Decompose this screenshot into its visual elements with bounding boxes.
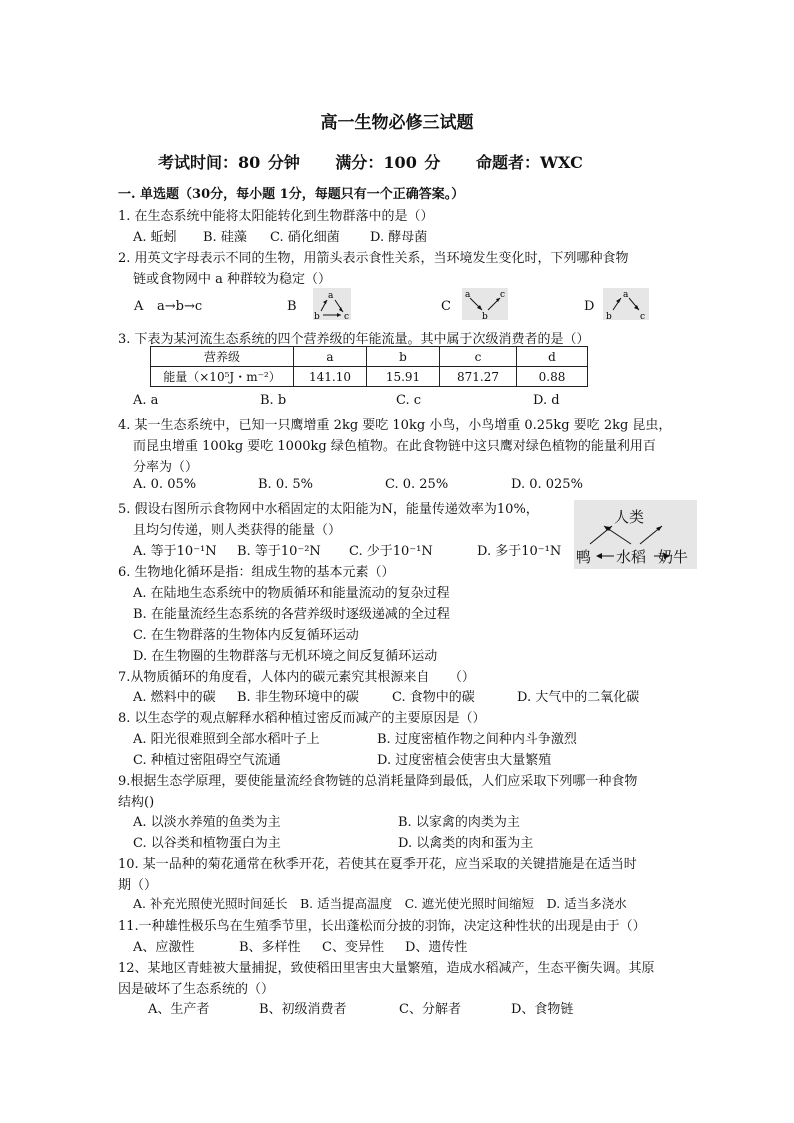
food-web-cow: 奶牛 (658, 548, 689, 566)
q2-b-svg (313, 288, 351, 320)
q4-option-c: C. 0. 25% (385, 477, 449, 492)
table-row-label: 能量（×10⁵J・m⁻²） (151, 367, 294, 387)
q8-option-b: B. 过度密植作物之间种内斗争激烈 (377, 732, 577, 747)
q10-stem-line2: 期（） (118, 878, 158, 893)
q12-option-c: C、分解者 (399, 1002, 461, 1017)
q5-option-a: A. 等于10⁻¹N (133, 544, 217, 559)
q2-d-node-c: c (640, 312, 646, 320)
q4-stem-line3: 分率为（） (133, 460, 199, 475)
food-web-rice: 水稻 (616, 548, 647, 566)
q7-option-b: B. 非生物环境中的碳 (237, 690, 359, 705)
q8-option-c: C. 种植过密阻碍空气流通 (133, 753, 281, 768)
q2-b-node-b: b (314, 312, 320, 320)
table-header-cell: b (367, 347, 440, 367)
q5-option-c: C. 少于10⁻¹N (349, 544, 433, 559)
q2-stem-line1: 2. 用英文字母表示不同的生物，用箭头表示食性关系，当环境发生变化时，下列哪种食物 (118, 251, 629, 266)
q3-option-c: C. c (396, 393, 422, 408)
q1-stem: 1. 在生态系统中能将太阳能转化到生物群落中的是（） (118, 209, 434, 224)
q1-option-c: C. 硝化细菌 (270, 230, 340, 245)
exam-author: 命题者：WXC (475, 153, 583, 172)
q11-option-d: D、遗传性 (405, 940, 468, 955)
table-header-cell: 营养级 (151, 347, 294, 367)
q8-option-a: A. 阳光很难照到全部水稻叶子上 (133, 732, 320, 747)
q12-stem-line1: 12、某地区青蛙被大量捕捉，致使稻田里害虫大量繁殖，造成水稻减产，生态平衡失调。其原 (118, 961, 655, 976)
q3-stem: 3. 下表为某河流生态系统的四个营养级的年能流量。其中属于次级消费者的是（） (118, 332, 590, 347)
q5-option-d: D. 多于10⁻¹N (477, 544, 562, 559)
q2-c-svg (462, 288, 508, 320)
q2-option-b-label: B (287, 299, 297, 314)
q2-stem-line2: 链或食物网中 a 种群较为稳定（） (133, 272, 332, 287)
q9-option-d: D. 以禽类的肉和蛋为主 (398, 836, 534, 851)
q9-stem-line2: 结构() (118, 795, 155, 810)
q2-option-b-diagram (313, 288, 351, 320)
q11-option-c: C、变异性 (322, 940, 384, 955)
q5-stem-line2: 且均匀传递，则人类获得的能量（） (133, 523, 342, 538)
exam-score: 满分：100 分 (335, 153, 441, 172)
page-title: 高一生物必修三试题 (320, 113, 474, 133)
q2-option-d-diagram (603, 288, 649, 320)
table-cell: 0.88 (517, 367, 588, 387)
q2-b-node-c: c (344, 312, 350, 320)
q1-option-a: A. 蚯蚓 (133, 230, 177, 245)
q6-stem: 6. 生物地化循环是指：组成生物的基本元素（） (118, 565, 395, 580)
q2-option-a-label: A (134, 299, 144, 314)
q2-b-node-a: a (328, 291, 334, 301)
q9-stem-line1: 9.根据生态学原理，要使能量流经食物链的总消耗量降到最低，人们应采取下列哪一种食物 (118, 774, 638, 789)
q6-option-d: D. 在生物圈的生物群落与无机环境之间反复循环运动 (133, 649, 438, 664)
table-header-cell: d (517, 347, 588, 367)
q2-c-node-c: c (500, 290, 506, 300)
q4-option-b: B. 0. 5% (258, 477, 313, 492)
q11-option-a: A、应激性 (133, 940, 195, 955)
q8-option-d: D. 过度密植会使害虫大量繁殖 (377, 753, 552, 768)
table-header-row (151, 347, 588, 367)
q2-d-node-a: a (623, 290, 629, 300)
q7-option-d: D. 大气中的二氧化碳 (517, 690, 640, 705)
food-web-diagram (574, 500, 697, 569)
q3-option-b: B. b (260, 393, 287, 408)
table-header-cell: c (440, 347, 517, 367)
q6-option-b: B. 在能量流经生态系统的各营养级时逐级递减的全过程 (133, 607, 450, 622)
q2-c-node-a: a (465, 290, 471, 300)
q6-option-a: A. 在陆地生态系统中的物质循环和能量流动的复杂过程 (133, 586, 450, 601)
q9-option-c: C. 以谷类和植物蛋白为主 (133, 836, 281, 851)
food-web-human: 人类 (614, 508, 645, 526)
q2-option-c-label: C (441, 299, 451, 314)
q12-stem-line2: 因是破坏了生态系统的（） (118, 982, 275, 997)
q12-option-b: B、初级消费者 (259, 1002, 347, 1017)
q11-option-b: B、多样性 (239, 940, 301, 955)
table-cell: 15.91 (367, 367, 440, 387)
section-heading: 一. 单选题（30分，每小题 1分，每题只有一个正确答案。） (118, 187, 465, 202)
q11-stem: 11.一种雄性极乐鸟在生殖季节里，长出蓬松而分披的羽饰，决定这种性状的出现是由于（） (118, 919, 646, 934)
table-header-cell: a (294, 347, 367, 367)
food-web-duck: 鸭 (576, 548, 592, 566)
q10-options: A. 补充光照使光照时间延长 B. 适当提高温度 C. 遮光使光照时间缩短 D. 适当多浇水 (133, 896, 627, 911)
q3-option-d: D. d (533, 393, 560, 408)
q2-c-node-b: b (482, 312, 488, 320)
energy-table (150, 346, 588, 387)
q2-d-node-b: b (606, 312, 612, 320)
q1-option-b: B. 硅藻 (203, 230, 247, 245)
exam-time: 考试时间：80 分钟 (158, 153, 300, 172)
q8-stem: 8. 以生态学的观点解释水稻种植过密反而减产的主要原因是（） (118, 711, 486, 726)
table-cell: 141.10 (294, 367, 367, 387)
q2-d-svg (603, 288, 649, 320)
q2-option-c-diagram (462, 288, 508, 320)
q5-option-b: B. 等于10⁻²N (237, 544, 321, 559)
q7-option-a: A. 燃料中的碳 (133, 690, 216, 705)
q10-stem-line1: 10. 某一品种的菊花通常在秋季开花，若使其在夏季开花，应当采取的关键措施是在适当时 (118, 857, 637, 872)
table-row (151, 367, 588, 387)
q9-option-b: B. 以家禽的肉类为主 (398, 815, 520, 830)
exam-info (158, 150, 611, 173)
q6-option-c: C. 在生物群落的生物体内反复循环运动 (133, 628, 359, 643)
q12-option-d: D、食物链 (511, 1002, 574, 1017)
q7-stem: 7.从物质循环的角度看，人体内的碳元素究其根源来自 （） (118, 670, 475, 685)
q2-option-d-label: D (584, 299, 595, 314)
q1-option-d: D. 酵母菌 (370, 230, 428, 245)
q3-option-a: A. a (133, 393, 159, 408)
q12-option-a: A、生产者 (148, 1002, 210, 1017)
q5-stem-line1: 5. 假设右图所示食物网中水稻固定的太阳能为N，能量传递效率为10%， (118, 502, 539, 517)
q9-option-a: A. 以淡水养殖的鱼类为主 (133, 815, 281, 830)
q7-option-c: C. 食物中的碳 (392, 690, 475, 705)
q4-stem-line1: 4. 某一生态系统中，已知一只鹰增重 2kg 要吃 10kg 小鸟，小鸟增重 0.25kg 要吃 2kg 昆虫， (118, 418, 672, 433)
table-cell: 871.27 (440, 367, 517, 387)
q2-option-a-chain: a→b→c (157, 299, 203, 314)
q4-option-d: D. 0. 025% (511, 477, 583, 492)
q4-stem-line2: 而昆虫增重 100kg 要吃 1000kg 绿色植物。在此食物链中这只鹰对绿色植物的能量利用百 (133, 439, 656, 454)
q4-option-a: A. 0. 05% (133, 477, 197, 492)
